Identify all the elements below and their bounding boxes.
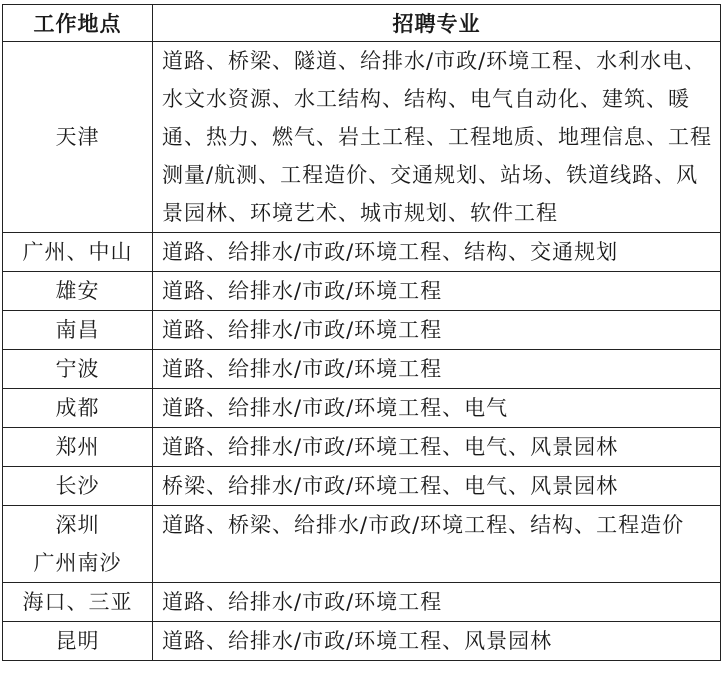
location-cell <box>3 622 153 661</box>
table-row-chengdu <box>3 389 721 428</box>
specialty-cell: 道路、给排水/市政/环境工程、电气、风景园林 <box>153 428 721 467</box>
location-cell <box>3 428 153 467</box>
specialty-cell: 道路、给排水/市政/环境工程、结构、交通规划 <box>153 233 721 272</box>
location-cell <box>3 272 153 311</box>
table-row-shenzhen-nansha <box>3 506 721 583</box>
location-name: 宁波 <box>55 357 100 381</box>
location-name: 成都 <box>55 396 100 420</box>
header-row <box>3 5 721 42</box>
location-name: 海口、三亚 <box>22 590 133 614</box>
recruitment-table <box>2 4 721 661</box>
table-row-ningbo <box>3 350 721 389</box>
table-row-changsha <box>3 467 721 506</box>
specialty-cell: 道路、桥梁、给排水/市政/环境工程、结构、工程造价 <box>153 506 721 583</box>
location-cell <box>3 233 153 272</box>
table-row-kunming <box>3 622 721 661</box>
specialty-cell: 道路、给排水/市政/环境工程 <box>153 350 721 389</box>
specialty-cell: 道路、给排水/市政/环境工程 <box>153 583 721 622</box>
location-cell <box>3 506 153 583</box>
location-name: 南昌 <box>55 318 100 342</box>
location-cell <box>3 42 153 233</box>
table-row-guangzhou-zhongshan <box>3 233 721 272</box>
specialty-cell: 道路、桥梁、隧道、给排水/市政/环境工程、水利水电、水文水资源、水工结构、结构、电气自动化、建筑、暖通、热力、燃气、岩土工程、工程地质、地理信息、工程测量/航测、工程造价、交通规划、站场、铁道线路、风景园林、环境艺术、城市规划、软件工程 <box>153 42 721 233</box>
table-row-tianjin <box>3 42 721 233</box>
location-cell <box>3 583 153 622</box>
location-name: 天津 <box>55 125 100 149</box>
location-name: 广州南沙 <box>33 551 122 575</box>
table-row-zhengzhou <box>3 428 721 467</box>
specialty-cell: 道路、给排水/市政/环境工程 <box>153 272 721 311</box>
location-name: 深圳 <box>55 513 100 537</box>
location-name: 广州、中山 <box>22 240 133 264</box>
location-name: 雄安 <box>55 279 100 303</box>
header-specialty: 招聘专业 <box>153 5 721 42</box>
location-name: 长沙 <box>55 474 100 498</box>
header-location: 工作地点 <box>3 5 153 42</box>
table-row-haikou-sanya <box>3 583 721 622</box>
table-row-nanchang <box>3 311 721 350</box>
location-cell <box>3 311 153 350</box>
table-row-xiongan <box>3 272 721 311</box>
specialty-cell: 道路、给排水/市政/环境工程、电气 <box>153 389 721 428</box>
location-cell <box>3 350 153 389</box>
location-name: 昆明 <box>55 629 100 653</box>
location-cell <box>3 467 153 506</box>
specialty-cell: 道路、给排水/市政/环境工程 <box>153 311 721 350</box>
location-name: 郑州 <box>55 435 100 459</box>
specialty-cell: 桥梁、给排水/市政/环境工程、电气、风景园林 <box>153 467 721 506</box>
location-cell <box>3 389 153 428</box>
specialty-cell: 道路、给排水/市政/环境工程、风景园林 <box>153 622 721 661</box>
